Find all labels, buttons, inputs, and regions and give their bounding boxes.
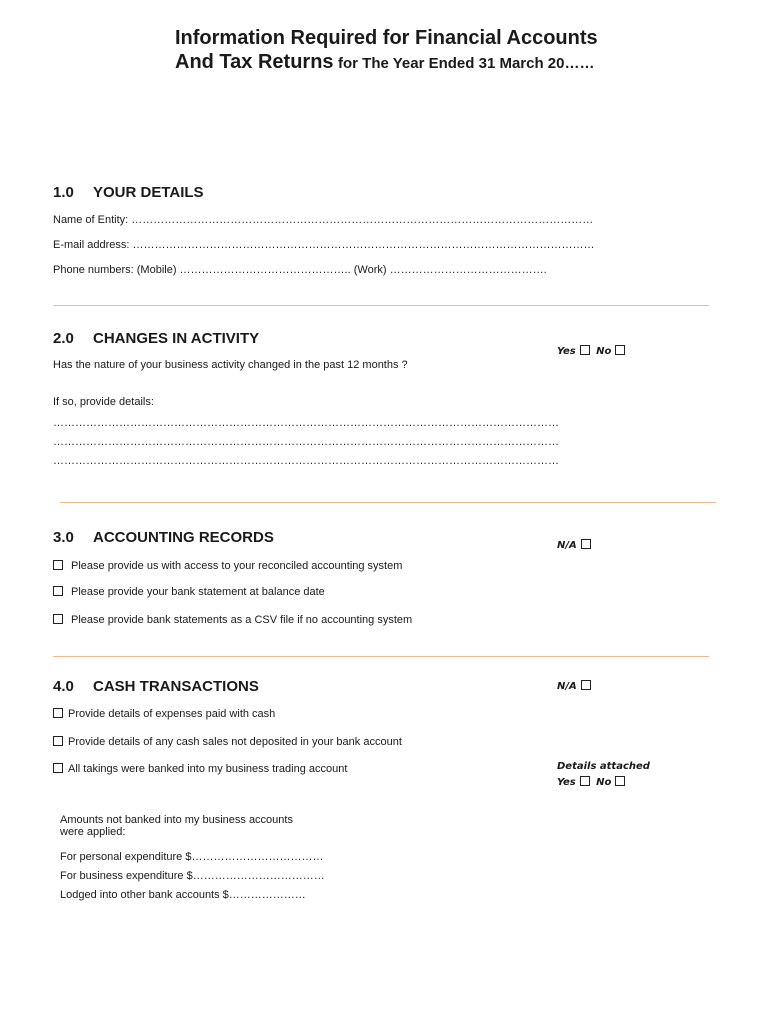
details-attached-label: Details attached: [557, 761, 650, 772]
no-label: No: [596, 346, 612, 357]
yes-checkbox[interactable]: [580, 776, 590, 786]
na-label: N/A: [557, 681, 577, 692]
details-line[interactable]: …………………………………………………………………………………………………………………………: [53, 455, 559, 467]
yes-checkbox[interactable]: [580, 345, 590, 355]
list-item-label: Please provide your bank statement at balance date: [71, 586, 325, 598]
checkbox[interactable]: [53, 708, 63, 718]
list-item-label: Provide details of any cash sales not deposited in your bank account: [68, 736, 402, 748]
section-2-title: CHANGES IN ACTIVITY: [93, 330, 260, 347]
details-line[interactable]: …………………………………………………………………………………………………………………………: [53, 417, 559, 429]
amounts-label: Amounts not banked into my business accounts: [60, 814, 293, 826]
checkbox[interactable]: [53, 560, 63, 570]
list-item: [53, 708, 275, 720]
yes-label: Yes: [557, 346, 576, 357]
checkbox[interactable]: [53, 614, 63, 624]
section-4-number: 4.0: [53, 678, 74, 695]
phone-numbers-field[interactable]: Phone numbers: (Mobile) ……………………………………….. (Work) …………………………………….: [53, 264, 547, 276]
cash-na: [557, 680, 594, 692]
email-field[interactable]: E-mail address: ………………………………………………………………………………………………………………: [53, 239, 595, 251]
details-attached-yes-no: [557, 776, 628, 788]
checkbox[interactable]: [53, 736, 63, 746]
list-item: [53, 614, 412, 626]
section-3-number: 3.0: [53, 529, 74, 546]
list-item: [53, 560, 402, 572]
divider: [60, 502, 716, 503]
section-3-title: ACCOUNTING RECORDS: [93, 529, 274, 546]
form-title: Information Required for Financial Accounts: [175, 27, 598, 49]
section-1-number: 1.0: [53, 184, 74, 201]
personal-expenditure-field[interactable]: For personal expenditure $………………………………: [60, 851, 324, 863]
checkbox[interactable]: [53, 763, 63, 773]
divider: [53, 656, 709, 657]
na-checkbox[interactable]: [581, 539, 591, 549]
form-subtitle-year: for The Year Ended 31 March 20……: [338, 55, 595, 72]
records-na: [557, 539, 594, 551]
na-label: N/A: [557, 540, 577, 551]
other-bank-accounts-field[interactable]: Lodged into other bank accounts $…………………: [60, 889, 306, 901]
list-item-label: Please provide us with access to your reconciled accounting system: [71, 560, 403, 572]
yes-label: Yes: [557, 777, 576, 788]
list-item: [53, 763, 347, 775]
list-item-label: Please provide bank statements as a CSV file if no accounting system: [71, 614, 413, 626]
form-subtitle: [175, 51, 594, 74]
no-checkbox[interactable]: [615, 345, 625, 355]
list-item: [53, 736, 402, 748]
name-of-entity-field[interactable]: Name of Entity: ………………………………………………………………………………………………………………: [53, 214, 594, 226]
details-line[interactable]: …………………………………………………………………………………………………………………………: [53, 436, 559, 448]
form-subtitle-main: And Tax Returns: [175, 51, 334, 73]
amounts-label-cont: were applied:: [60, 826, 126, 838]
na-checkbox[interactable]: [581, 680, 591, 690]
section-2-number: 2.0: [53, 330, 74, 347]
no-label: No: [596, 777, 612, 788]
activity-question: Has the nature of your business activity changed in the past 12 months ?: [53, 359, 408, 371]
activity-yes-no: [557, 345, 628, 357]
list-item: [53, 586, 325, 598]
section-1-title: YOUR DETAILS: [93, 184, 204, 201]
list-item-label: Provide details of expenses paid with cash: [68, 708, 276, 720]
no-checkbox[interactable]: [615, 776, 625, 786]
section-4-title: CASH TRANSACTIONS: [93, 678, 259, 695]
details-label: If so, provide details:: [53, 396, 154, 408]
list-item-label: All takings were banked into my business trading account: [68, 763, 348, 775]
divider: [53, 305, 709, 306]
business-expenditure-field[interactable]: For business expenditure $………………………………: [60, 870, 325, 882]
checkbox[interactable]: [53, 586, 63, 596]
